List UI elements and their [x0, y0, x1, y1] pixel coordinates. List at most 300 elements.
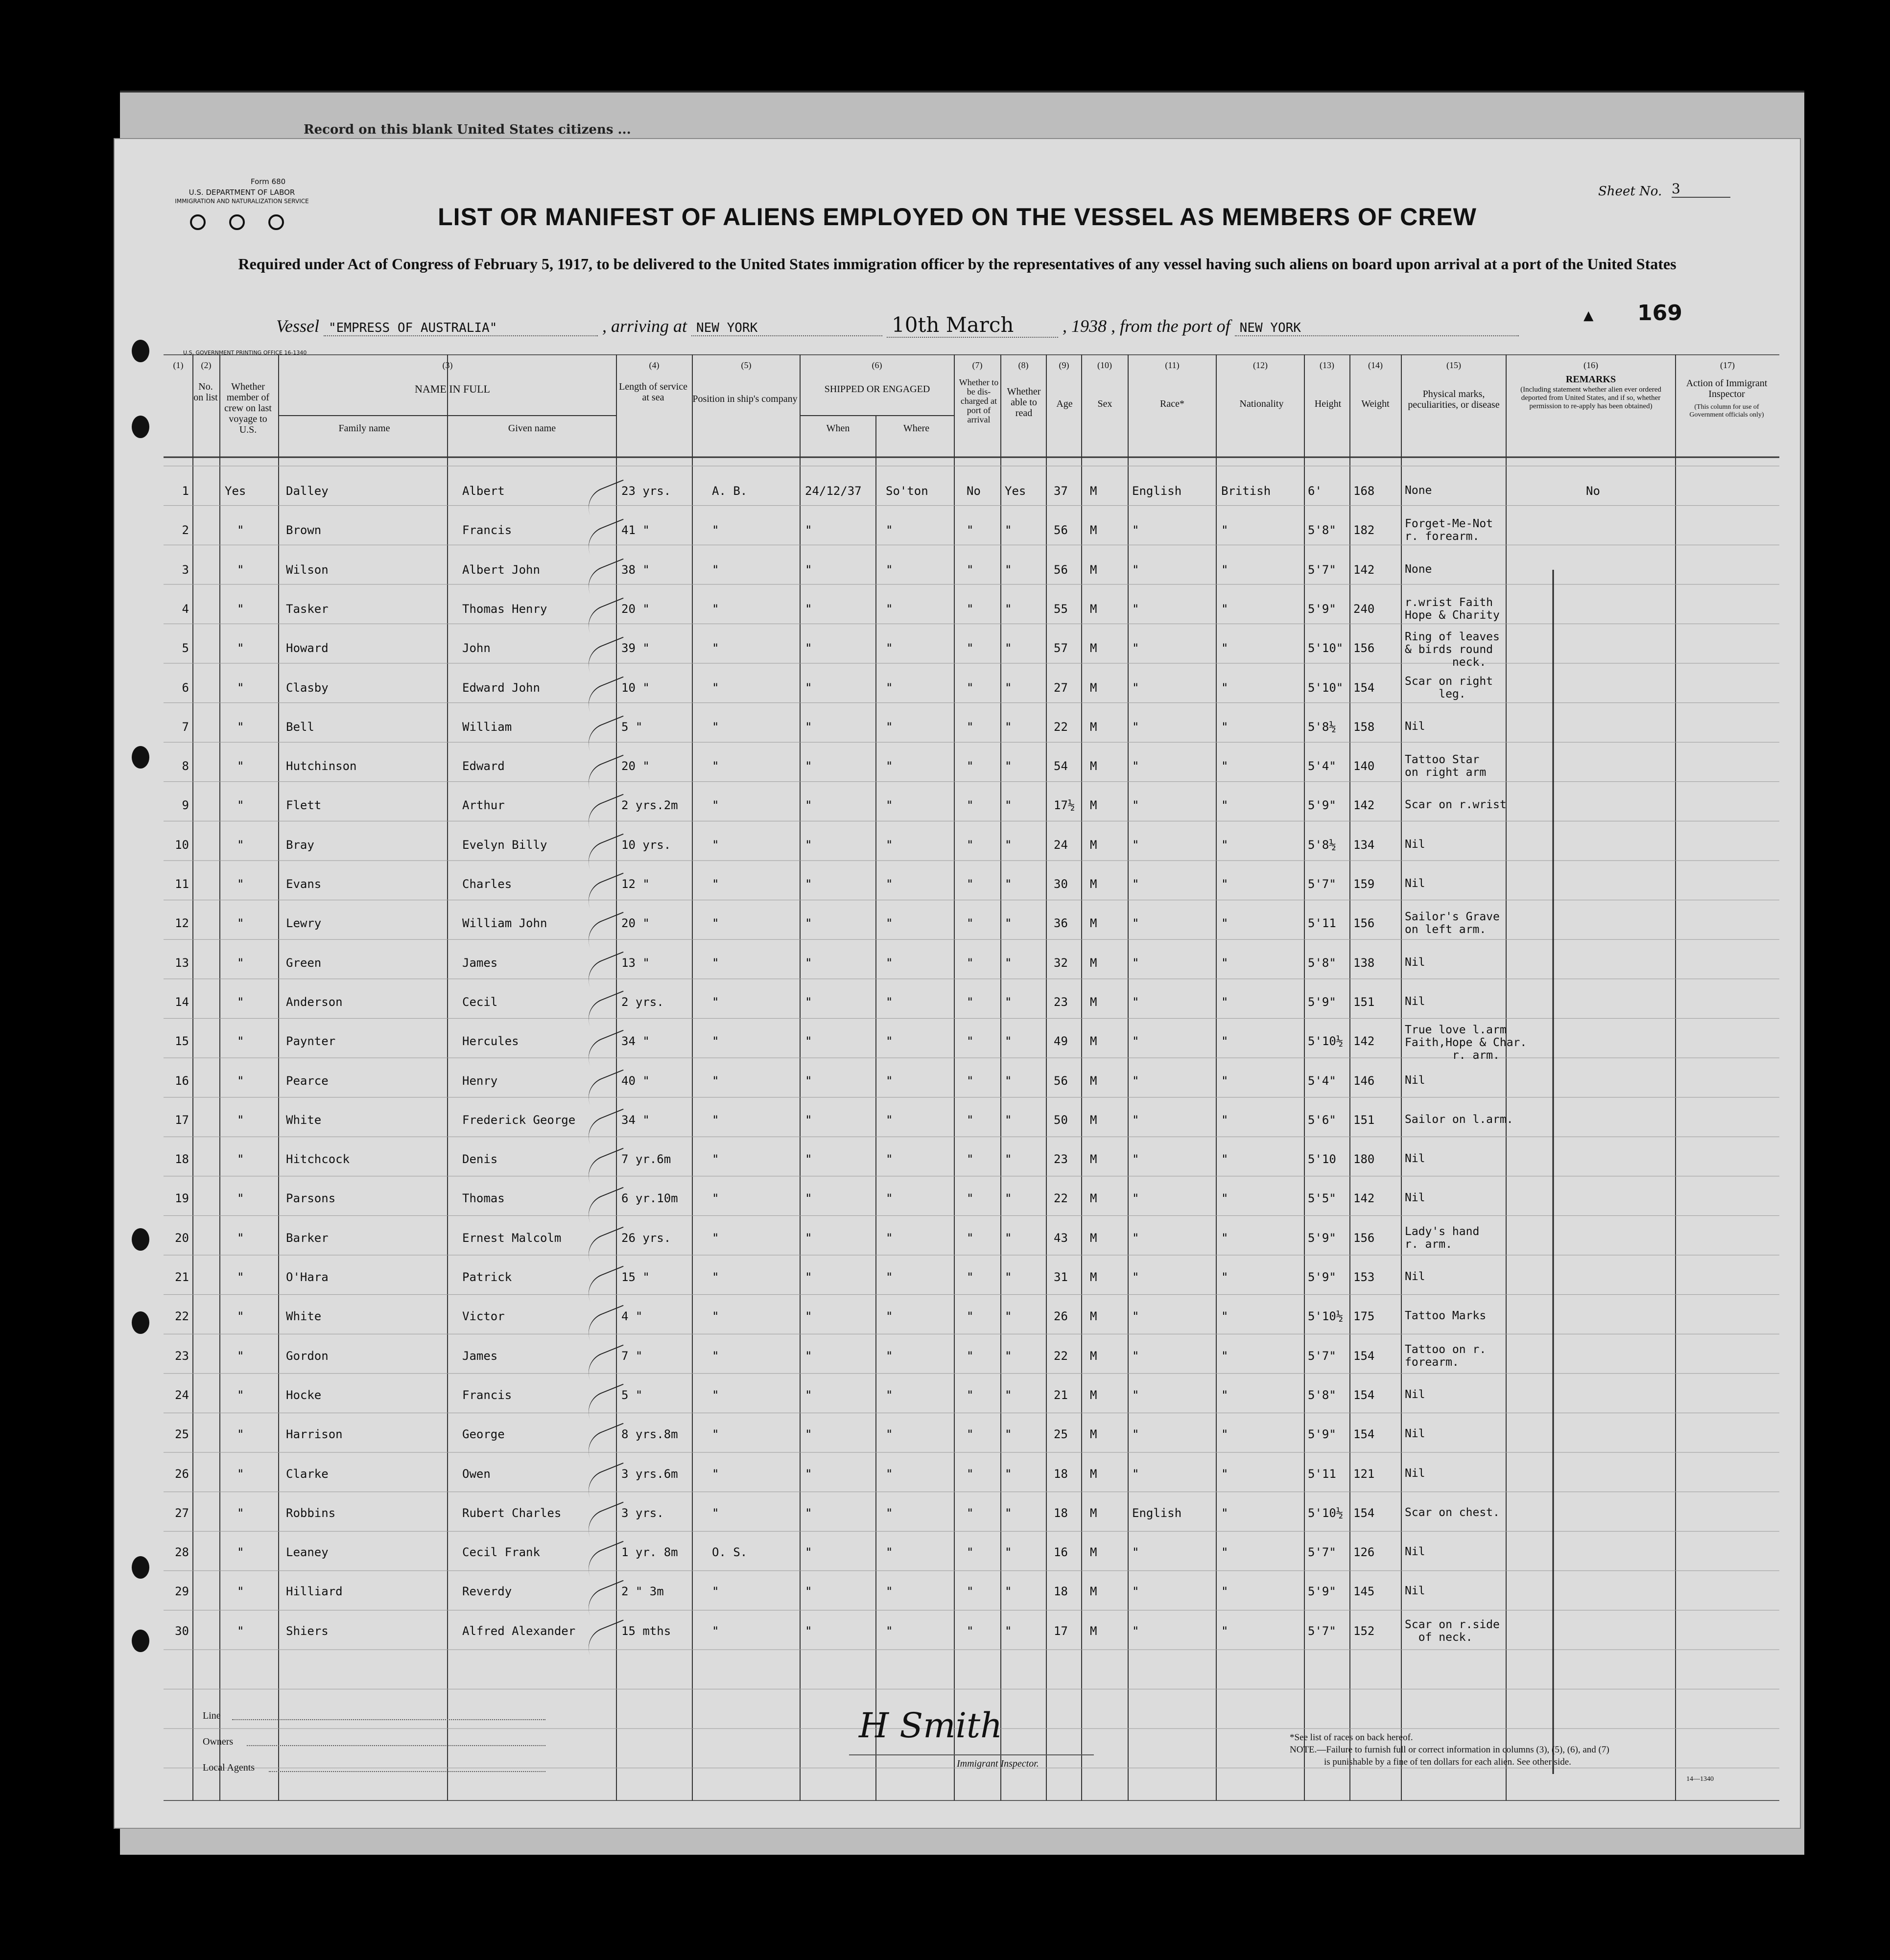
race: " — [1132, 681, 1139, 695]
ship-position: " — [712, 1113, 719, 1127]
column-number: (6) — [872, 360, 882, 370]
height: 5'10½ — [1308, 1034, 1344, 1048]
ship-position: " — [712, 602, 719, 616]
able-to-read: " — [1005, 916, 1012, 930]
height: 5'9" — [1308, 995, 1336, 1009]
row-number: 15 — [175, 1034, 189, 1048]
weight: 154 — [1353, 1427, 1375, 1441]
shipped-when: " — [805, 1467, 812, 1481]
member-last-voyage: " — [237, 877, 244, 891]
length-of-service: 1 yr. 8m — [621, 1545, 678, 1559]
shipped-where: " — [886, 759, 893, 773]
able-to-read: " — [1005, 1113, 1012, 1127]
nationality: " — [1221, 681, 1228, 695]
row-number: 3 — [182, 563, 189, 577]
nationality: " — [1221, 1309, 1228, 1323]
age: 32 — [1054, 956, 1068, 970]
column-number: (10) — [1097, 360, 1112, 370]
service-name: IMMIGRATION AND NATURALIZATION SERVICE — [175, 198, 309, 205]
height: 5'8" — [1308, 956, 1336, 970]
given-name: Thomas Henry — [462, 602, 547, 616]
height: 5'10" — [1308, 641, 1344, 655]
race: " — [1132, 956, 1139, 970]
ship-position: " — [712, 1270, 719, 1284]
ship-position: " — [712, 1585, 719, 1598]
nationality: " — [1221, 916, 1228, 930]
shipped-where: " — [886, 1506, 893, 1520]
member-last-voyage: " — [237, 1309, 244, 1323]
given-name: Thomas — [462, 1191, 505, 1205]
punch-hole — [132, 416, 149, 438]
age: 18 — [1054, 1585, 1068, 1598]
header-name-in-full: NAME IN FULL — [415, 383, 490, 395]
shipped-where: " — [886, 1074, 893, 1088]
able-to-read: " — [1005, 877, 1012, 891]
signature-line — [849, 1754, 1094, 1755]
column-number: (15) — [1446, 360, 1461, 370]
row-number: 1 — [182, 484, 189, 498]
age: 37 — [1054, 484, 1068, 498]
member-last-voyage: " — [237, 838, 244, 852]
age: 54 — [1054, 759, 1068, 773]
punch-hole — [132, 1556, 149, 1579]
to-be-discharged: " — [967, 1349, 974, 1363]
shipped-when: " — [805, 1309, 812, 1323]
height: 5'10 — [1308, 1152, 1336, 1166]
nationality: " — [1221, 1191, 1228, 1205]
given-name: Frederick George — [462, 1113, 576, 1127]
physical-marks: None — [1405, 484, 1432, 497]
to-be-discharged: " — [967, 1231, 974, 1245]
member-last-voyage: " — [237, 1545, 244, 1559]
shipped-when: " — [805, 1506, 812, 1520]
family-name: O'Hara — [286, 1270, 329, 1284]
age: 50 — [1054, 1113, 1068, 1127]
ship-position: " — [712, 1309, 719, 1323]
able-to-read: " — [1005, 1427, 1012, 1441]
shipped-when: " — [805, 1545, 812, 1559]
to-be-discharged: " — [967, 523, 974, 537]
shipped-when: " — [805, 1191, 812, 1205]
shipped-where: " — [886, 1191, 893, 1205]
shipped-where: " — [886, 1585, 893, 1598]
from-port: NEW YORK — [1235, 321, 1519, 336]
department-name: U.S. DEPARTMENT OF LABOR — [189, 188, 295, 197]
length-of-service: 15 mths — [621, 1624, 671, 1638]
able-to-read: Yes — [1005, 484, 1026, 498]
given-name: Edward — [462, 759, 505, 773]
weight: 240 — [1353, 602, 1375, 616]
sex: M — [1090, 916, 1097, 930]
row-number: 7 — [182, 720, 189, 734]
length-of-service: 12 " — [621, 877, 650, 891]
height: 5'4" — [1308, 759, 1336, 773]
shipped-where: " — [886, 1467, 893, 1481]
weight: 156 — [1353, 641, 1375, 655]
to-be-discharged: No — [967, 484, 981, 498]
age: 17½ — [1054, 798, 1075, 812]
height: 5'9" — [1308, 798, 1336, 812]
sex: M — [1090, 1349, 1097, 1363]
column-number: (1) — [173, 360, 184, 370]
able-to-read: " — [1005, 563, 1012, 577]
race: " — [1132, 995, 1139, 1009]
physical-marks: Nil — [1405, 1585, 1425, 1597]
member-last-voyage: " — [237, 1074, 244, 1088]
given-name: Owen — [462, 1467, 491, 1481]
family-name: Green — [286, 956, 322, 970]
family-name: Shiers — [286, 1624, 329, 1638]
header-action-note: (This column for use of Government officials only) — [1689, 403, 1764, 419]
weight: 142 — [1353, 1191, 1375, 1205]
family-name: Evans — [286, 877, 322, 891]
shipped-when: " — [805, 1231, 812, 1245]
given-name: Edward John — [462, 681, 540, 695]
length-of-service: 10 yrs. — [621, 838, 671, 852]
height: 5'9" — [1308, 1270, 1336, 1284]
given-name: Denis — [462, 1152, 498, 1166]
able-to-read: " — [1005, 995, 1012, 1009]
family-name: Brown — [286, 523, 322, 537]
header-remarks-note: (Including statement whether alien ever ordered deported from United States, and if so, whether permission to re-apply has been obtained) — [1520, 386, 1661, 410]
member-last-voyage: " — [237, 1113, 244, 1127]
row-number: 22 — [175, 1309, 189, 1323]
sex: M — [1090, 1585, 1097, 1598]
sex: M — [1090, 995, 1097, 1009]
vessel-label: Vessel — [276, 316, 319, 336]
shipped-when: " — [805, 523, 812, 537]
column-number: (13) — [1320, 360, 1334, 370]
length-of-service: 4 " — [621, 1309, 643, 1323]
ship-position: " — [712, 1034, 719, 1048]
ship-position: " — [712, 877, 719, 891]
race: " — [1132, 1427, 1139, 1441]
family-name: Bray — [286, 838, 314, 852]
length-of-service: 13 " — [621, 956, 650, 970]
able-to-read: " — [1005, 1152, 1012, 1166]
able-to-read: " — [1005, 759, 1012, 773]
given-name: Charles — [462, 877, 512, 891]
weight: 151 — [1353, 1113, 1375, 1127]
height: 5'8" — [1308, 1388, 1336, 1402]
race: " — [1132, 1074, 1139, 1088]
nationality: " — [1221, 1388, 1228, 1402]
header-remarks: REMARKS — [1565, 374, 1616, 385]
shipped-where: " — [886, 641, 893, 655]
length-of-service: 7 " — [621, 1349, 643, 1363]
physical-marks: Sailor on l.arm. — [1405, 1113, 1513, 1126]
to-be-discharged: " — [967, 916, 974, 930]
able-to-read: " — [1005, 1545, 1012, 1559]
race: " — [1132, 838, 1139, 852]
weight: 182 — [1353, 523, 1375, 537]
weight: 145 — [1353, 1585, 1375, 1598]
physical-marks: Nil — [1405, 1270, 1425, 1283]
race: English — [1132, 484, 1182, 498]
ship-position: O. S. — [712, 1545, 748, 1559]
weight: 146 — [1353, 1074, 1375, 1088]
physical-marks: Nil — [1405, 877, 1425, 890]
family-name: Tasker — [286, 602, 329, 616]
column-number: (17) — [1720, 360, 1735, 370]
header-length-service: Length of service at sea — [619, 381, 687, 403]
arrival-date: 10th March — [887, 313, 1058, 338]
to-be-discharged: " — [967, 838, 974, 852]
length-of-service: 38 " — [621, 563, 650, 577]
column-number: (12) — [1253, 360, 1268, 370]
family-name: Clarke — [286, 1467, 329, 1481]
age: 31 — [1054, 1270, 1068, 1284]
member-last-voyage: " — [237, 563, 244, 577]
length-of-service: 5 " — [621, 720, 643, 734]
able-to-read: " — [1005, 1467, 1012, 1481]
shipped-when: " — [805, 602, 812, 616]
family-name: Howard — [286, 641, 329, 655]
shipped-where: " — [886, 995, 893, 1009]
member-last-voyage: " — [237, 995, 244, 1009]
column-number: (2) — [201, 360, 212, 370]
member-last-voyage: " — [237, 1152, 244, 1166]
ship-position: " — [712, 759, 719, 773]
physical-marks: Nil — [1405, 1191, 1425, 1204]
shipped-when: " — [805, 1585, 812, 1598]
family-name: Hutchinson — [286, 759, 357, 773]
nationality: " — [1221, 641, 1228, 655]
given-name: Albert John — [462, 563, 540, 577]
physical-marks: Scar on right leg. — [1405, 675, 1493, 700]
able-to-read: " — [1005, 1506, 1012, 1520]
weight: 180 — [1353, 1152, 1375, 1166]
inspector-signature: H Smith — [859, 1705, 1003, 1746]
sex: M — [1090, 838, 1097, 852]
race: " — [1132, 916, 1139, 930]
physical-marks: Scar on chest. — [1405, 1506, 1500, 1519]
member-last-voyage: " — [237, 720, 244, 734]
length-of-service: 8 yrs.8m — [621, 1427, 678, 1441]
member-last-voyage: " — [237, 1270, 244, 1284]
owners-label: Owners — [203, 1736, 234, 1747]
row-number: 29 — [175, 1585, 189, 1598]
physical-marks: Nil — [1405, 1545, 1425, 1558]
able-to-read: " — [1005, 641, 1012, 655]
punch-hole — [132, 746, 149, 769]
able-to-read: " — [1005, 602, 1012, 616]
height: 5'5" — [1308, 1191, 1336, 1205]
age: 18 — [1054, 1467, 1068, 1481]
physical-marks: Tattoo Marks — [1405, 1309, 1487, 1322]
ship-position: " — [712, 681, 719, 695]
shipped-where: " — [886, 1349, 893, 1363]
sex: M — [1090, 1309, 1097, 1323]
ship-position: " — [712, 838, 719, 852]
to-be-discharged: " — [967, 1624, 974, 1638]
row-number: 19 — [175, 1191, 189, 1205]
able-to-read: " — [1005, 720, 1012, 734]
line-label: Line — [203, 1710, 221, 1721]
able-to-read: " — [1005, 1270, 1012, 1284]
age: 25 — [1054, 1427, 1068, 1441]
nationality: " — [1221, 720, 1228, 734]
sex: M — [1090, 877, 1097, 891]
age: 22 — [1054, 1349, 1068, 1363]
given-name: Hercules — [462, 1034, 519, 1048]
family-name: Bell — [286, 720, 314, 734]
arrow-icon: ▲ — [1583, 305, 1594, 325]
weight: 138 — [1353, 956, 1375, 970]
column-number: (14) — [1368, 360, 1383, 370]
column-number: (5) — [741, 360, 752, 370]
shipped-when: " — [805, 1074, 812, 1088]
member-last-voyage: " — [237, 1585, 244, 1598]
family-name: Dalley — [286, 484, 329, 498]
member-last-voyage: " — [237, 1349, 244, 1363]
weight: 142 — [1353, 563, 1375, 577]
family-name: Barker — [286, 1231, 329, 1245]
given-name: William — [462, 720, 512, 734]
sex: M — [1090, 1113, 1097, 1127]
physical-marks: Scar on r.side of neck. — [1405, 1618, 1500, 1644]
race: " — [1132, 798, 1139, 812]
to-be-discharged: " — [967, 1152, 974, 1166]
given-name: James — [462, 1349, 498, 1363]
family-name: Wilson — [286, 563, 329, 577]
length-of-service: 39 " — [621, 641, 650, 655]
shipped-where: " — [886, 798, 893, 812]
family-name: Lewry — [286, 916, 322, 930]
row-number: 12 — [175, 916, 189, 930]
shipped-when: 24/12/37 — [805, 484, 862, 498]
family-name: Leaney — [286, 1545, 329, 1559]
given-name: Victor — [462, 1309, 505, 1323]
race: " — [1132, 1309, 1139, 1323]
length-of-service: 41 " — [621, 523, 650, 537]
height: 5'7" — [1308, 1545, 1336, 1559]
header-weight: Weight — [1361, 398, 1390, 409]
physical-marks: Scar on r.wrist — [1405, 798, 1507, 811]
row-number: 5 — [182, 641, 189, 655]
sex: M — [1090, 720, 1097, 734]
weight: 159 — [1353, 877, 1375, 891]
nationality: " — [1221, 1585, 1228, 1598]
page-title: LIST OR MANIFEST OF ALIENS EMPLOYED ON THE VESSEL AS MEMBERS OF CREW — [438, 203, 1477, 231]
sex: M — [1090, 759, 1097, 773]
length-of-service: 23 yrs. — [621, 484, 671, 498]
physical-marks: Ring of leaves & birds round neck. — [1405, 630, 1500, 669]
year-suffix: 8 — [1098, 316, 1107, 336]
member-last-voyage: Yes — [225, 484, 246, 498]
member-last-voyage: " — [237, 798, 244, 812]
sheet-number: 3 — [1672, 181, 1730, 198]
weight: 126 — [1353, 1545, 1375, 1559]
length-of-service: 10 " — [621, 681, 650, 695]
shipped-where: " — [886, 1270, 893, 1284]
physical-marks: Tattoo on r. forearm. — [1405, 1343, 1487, 1369]
member-last-voyage: " — [237, 1427, 244, 1441]
sex: M — [1090, 1545, 1097, 1559]
nationality: " — [1221, 1624, 1228, 1638]
family-name: Pearce — [286, 1074, 329, 1088]
member-last-voyage: " — [237, 1624, 244, 1638]
to-be-discharged: " — [967, 1309, 974, 1323]
ship-position: " — [712, 720, 719, 734]
height: 5'11 — [1308, 916, 1336, 930]
family-name: Hitchcock — [286, 1152, 350, 1166]
member-last-voyage: " — [237, 956, 244, 970]
shipped-where: " — [886, 602, 893, 616]
row-number: 18 — [175, 1152, 189, 1166]
weight: 140 — [1353, 759, 1375, 773]
member-last-voyage: " — [237, 759, 244, 773]
able-to-read: " — [1005, 681, 1012, 695]
family-name: Robbins — [286, 1506, 336, 1520]
length-of-service: 40 " — [621, 1074, 650, 1088]
family-name: Hilliard — [286, 1585, 343, 1598]
nationality: " — [1221, 995, 1228, 1009]
failure-note: NOTE.—Failure to furnish full or correct information in columns (3), (5), (6), and (7) — [1290, 1745, 1609, 1755]
weight: 154 — [1353, 1349, 1375, 1363]
column-number: (9) — [1059, 360, 1069, 370]
sex: M — [1090, 798, 1097, 812]
to-be-discharged: " — [967, 956, 974, 970]
row-number: 10 — [175, 838, 189, 852]
family-name: Flett — [286, 798, 322, 812]
able-to-read: " — [1005, 838, 1012, 852]
height: 5'8" — [1308, 523, 1336, 537]
length-of-service: 20 " — [621, 602, 650, 616]
height: 5'9" — [1308, 1585, 1336, 1598]
vessel-line — [276, 313, 1519, 338]
given-name: Ernest Malcolm — [462, 1231, 562, 1245]
row-number: 28 — [175, 1545, 189, 1559]
length-of-service: 34 " — [621, 1034, 650, 1048]
length-of-service: 3 yrs.6m — [621, 1467, 678, 1481]
family-name: Anderson — [286, 995, 343, 1009]
header-action: Action of Immigrant Inspector — [1686, 378, 1768, 399]
age: 55 — [1054, 602, 1068, 616]
nationality: " — [1221, 602, 1228, 616]
length-of-service: 34 " — [621, 1113, 650, 1127]
family-name: Harrison — [286, 1427, 343, 1441]
to-be-discharged: " — [967, 1388, 974, 1402]
shipped-when: " — [805, 1270, 812, 1284]
family-name: Paynter — [286, 1034, 336, 1048]
to-be-discharged: " — [967, 641, 974, 655]
sex: M — [1090, 956, 1097, 970]
height: 5'11 — [1308, 1467, 1336, 1481]
ship-position: " — [712, 956, 719, 970]
row-number: 21 — [175, 1270, 189, 1284]
ship-position: " — [712, 916, 719, 930]
nationality: " — [1221, 1467, 1228, 1481]
given-name: Albert — [462, 484, 505, 498]
race: " — [1132, 1388, 1139, 1402]
header-given-name: Given name — [508, 423, 556, 434]
weight: 152 — [1353, 1624, 1375, 1638]
row-number: 6 — [182, 681, 189, 695]
form-code: 14—1340 — [1686, 1775, 1714, 1783]
physical-marks: Tattoo Star on right arm — [1405, 753, 1487, 779]
ship-position: " — [712, 1349, 719, 1363]
row-number: 20 — [175, 1231, 189, 1245]
length-of-service: 2 " 3m — [621, 1585, 664, 1598]
age: 17 — [1054, 1624, 1068, 1638]
nationality: " — [1221, 1034, 1228, 1048]
vessel-name: "EMPRESS OF AUSTRALIA" — [324, 321, 598, 336]
member-last-voyage: " — [237, 681, 244, 695]
age: 16 — [1054, 1545, 1068, 1559]
column-number: (16) — [1583, 360, 1598, 370]
given-name: Henry — [462, 1074, 498, 1088]
